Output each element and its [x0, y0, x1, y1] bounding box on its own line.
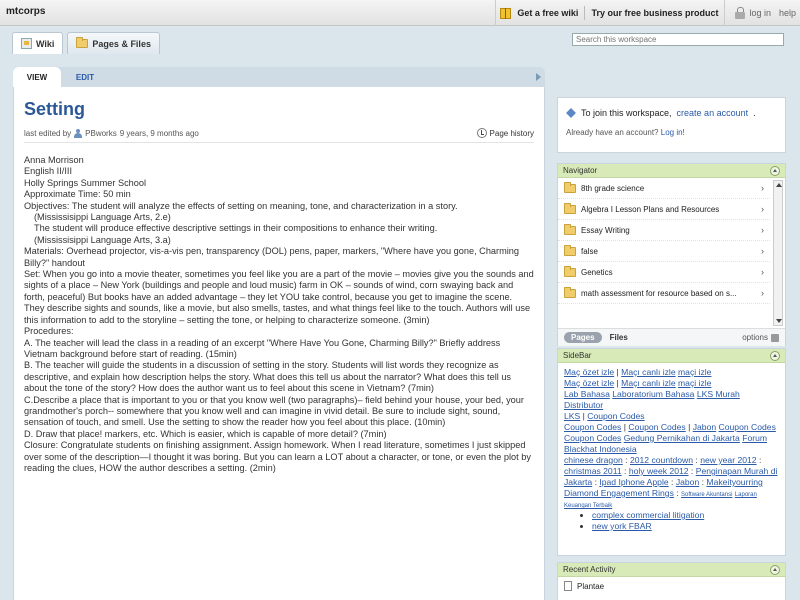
login-prompt-suffix: ! [682, 128, 685, 137]
tab-view[interactable]: VIEW [13, 67, 61, 87]
body-paragraph: Set: When you go into a movie theater, sometimes you feel like you are a part of the movie – movies give you the sounds and sights of a place – New York (buildings and people and loud music) farm in OK – sounds of wind, corn swaying back and forth, peaceful) But books have an added advantage – they let YOU take control, because you get to imagine the scene. They describe sights and sounds, like a movie, but also smells, tastes, and what things feel like to the touch. Authors will use this information to add to the storyline – setting the tone, or helping to characterize someone. (3min) [24, 269, 534, 325]
create-account-link[interactable]: create an account [676, 108, 749, 118]
navigator-footer [558, 328, 785, 346]
sidebar-bullets [592, 510, 779, 532]
sidebar-link[interactable]: Keuangan Terbaik [564, 503, 613, 509]
navigator-item[interactable] [558, 178, 770, 199]
sidebar-line [564, 389, 779, 411]
body-paragraph: Objectives: The student will analyze the effects of setting on meaning, tone, and characterization in a story. [24, 200, 458, 211]
sidebar-link[interactable]: complex commercial litigation [592, 510, 705, 520]
recent-activity-panel [557, 562, 786, 600]
page-title: Setting [24, 99, 85, 119]
scroll-down-icon[interactable] [776, 319, 782, 323]
sidebar-link[interactable]: christmas 2011 [564, 466, 622, 476]
sidebar-link[interactable]: Ipad Iphone Apple [599, 477, 669, 487]
collapse-icon[interactable] [770, 166, 780, 176]
folder-icon [564, 268, 576, 277]
sidebar-link[interactable]: Maçı canlı izle [621, 367, 676, 377]
body-paragraph: Approximate Time: 50 min [24, 189, 131, 200]
sidebar-line [564, 378, 779, 389]
recent-item[interactable] [558, 577, 785, 595]
sidebar-panel [557, 348, 786, 556]
sidebar-line [564, 411, 779, 422]
recent-list [558, 577, 785, 595]
sidebar-line [564, 466, 779, 477]
divider [724, 0, 725, 26]
separator: : [621, 466, 629, 476]
sidebar-link[interactable]: Distributor [564, 400, 604, 410]
sidebar-link[interactable]: holy week 2012 [628, 466, 689, 476]
login-link-side[interactable]: Log in [660, 128, 683, 137]
sidebar-link[interactable]: chinese dragon [564, 455, 623, 465]
chevron-right-icon[interactable]: › [761, 246, 764, 256]
body-paragraph: B. The teacher will guide the students in a discussion of setting in the story. Students will list words they recognize as descriptive, and explain how description helps the story. What does this tell us about the narrator? What does this tell us about the tone of the story? How does the author want us to feel about this scene in Vietnam? (7min) [24, 360, 512, 394]
pencil-icon [566, 108, 576, 118]
sidebar-line [564, 422, 779, 433]
login-link[interactable]: log in [749, 8, 771, 18]
sidebar-link[interactable]: Penginapan Murah di [695, 466, 778, 476]
navigator-item-label: false [581, 246, 598, 256]
tab-wiki[interactable] [12, 32, 63, 54]
navigator-panel [557, 163, 786, 346]
sidebar-link[interactable]: Jakarta [564, 477, 593, 487]
sidebar-link[interactable]: Makeityourring [706, 477, 763, 487]
sidebar-link[interactable]: 2012 countdown [629, 455, 694, 465]
top-right-links [495, 0, 800, 26]
tab-edit[interactable]: EDIT [75, 72, 95, 82]
help-link[interactable]: help [778, 8, 796, 18]
separator: : [668, 477, 676, 487]
sidebar-link[interactable]: Coupon Codes [564, 433, 622, 443]
collapse-icon[interactable] [770, 351, 780, 361]
recent-title: Recent Activity [563, 565, 616, 574]
navigator-list [558, 178, 785, 328]
sidebar-link[interactable]: Laporan [734, 492, 757, 498]
login-prompt [566, 128, 777, 137]
sidebar-link[interactable]: Jabon [692, 422, 717, 432]
free-wiki-link[interactable]: Get a free wiki [517, 8, 579, 18]
sidebar-link[interactable]: Coupon Codes [587, 411, 645, 421]
chevron-right-icon[interactable]: › [761, 183, 764, 193]
separator: : [622, 455, 630, 465]
body-paragraph: Materials: Overhead projector, vis-a-vis pen, transparency (DOL) pens, paper, markers, "Where have you gone, Charming Billy?" handout [24, 246, 520, 268]
sidebar-link[interactable]: new year 2012 [700, 455, 757, 465]
wiki-icon [21, 38, 32, 49]
navigator-title: Navigator [563, 166, 598, 175]
main-content [13, 67, 545, 600]
separator: | [614, 367, 622, 377]
sidebar-link[interactable]: Laboratorium Bahasa [612, 389, 695, 399]
separator: : [699, 477, 707, 487]
body-paragraph: Holly Springs Summer School [24, 177, 147, 188]
folder-icon [564, 289, 576, 298]
join-row [566, 108, 777, 118]
separator: : [673, 488, 682, 498]
navigator-item[interactable] [558, 220, 770, 241]
body-paragraph: A. The teacher will lead the class in a reading of an excerpt "Where Have You Gone, Charming Billy?" Briefly address Vietnam background before start of reading. (15min) [24, 337, 501, 359]
sidebar-link[interactable]: Lab Bahasa [564, 389, 610, 399]
separator: | [621, 422, 629, 432]
sidebar-header [558, 349, 785, 363]
user-icon [74, 129, 82, 138]
workspace-tabs [12, 32, 160, 54]
scroll-up-icon[interactable] [776, 183, 782, 187]
page-body [24, 155, 534, 474]
sidebar-link[interactable]: Coupon Codes [564, 422, 622, 432]
sidebar-line [564, 433, 779, 444]
options-icon [771, 334, 779, 342]
sidebar-link[interactable]: Coupon Codes [718, 422, 776, 432]
sidebar-link[interactable]: Gedung Pernikahan di Jakarta [623, 433, 740, 443]
options-button[interactable] [742, 333, 779, 342]
chevron-right-icon[interactable]: › [761, 225, 764, 235]
top-bar [0, 0, 800, 26]
page-icon [564, 581, 572, 591]
sidebar-link[interactable]: Maç özet izle [564, 378, 615, 388]
page-history-label: Page history [489, 128, 534, 138]
recent-header [558, 563, 785, 577]
page-meta [24, 128, 534, 143]
join-suffix: . [753, 108, 756, 118]
navigator-item-label: Algebra I Lesson Plans and Resources [581, 204, 720, 214]
separator: : [756, 455, 762, 465]
sidebar-title: SideBar [563, 351, 592, 360]
sidebar-line [564, 488, 779, 499]
chevron-right-icon[interactable]: › [761, 288, 764, 298]
tab-pages[interactable]: Pages [564, 332, 602, 343]
navigator-item[interactable] [558, 262, 770, 283]
workspace-name[interactable]: mtcorps [6, 6, 46, 17]
sidebar-link[interactable]: Maç özet izle [564, 367, 615, 377]
recent-item-label: Plantae [577, 581, 605, 591]
options-label: options [742, 333, 768, 342]
body-paragraph: C.Describe a place that is important to you or that you know well (two paragraphs)– field behind your house, your bed, your grandmother's porch-- somewhere that you know well and can imagine in vivid detail. Be sure to include sight, sound, sensation of touch, and smell. Use the setting to show the reader how you feel about this place. (10min) [24, 394, 524, 428]
separator: | [685, 422, 693, 432]
body-paragraph: Procedures: [24, 326, 74, 337]
tab-pages-label: Pages & Files [92, 38, 151, 49]
navigator-item[interactable] [558, 199, 770, 220]
tab-files[interactable]: Files [609, 333, 628, 342]
separator: | [580, 411, 588, 421]
sidebar-link[interactable]: LKS Murah [696, 389, 740, 399]
tab-pages-files[interactable] [67, 32, 160, 54]
sidebar-link[interactable]: Software Akuntansi [681, 492, 733, 498]
search-input[interactable] [572, 33, 784, 46]
sidebar-links [558, 363, 785, 536]
sidebar-link[interactable]: maçi izle [678, 378, 712, 388]
meta-time: 9 years, 9 months ago [119, 128, 199, 138]
body-paragraph: (Mississisippi Language Arts, 3.a) [34, 234, 171, 245]
sidebar-line [564, 444, 779, 455]
body-paragraph: The student will produce effective descriptive settings in their compositions to enhance their writing. [34, 223, 438, 234]
meta-prefix: last edited by [24, 128, 72, 138]
separator: | [614, 378, 622, 388]
login-prompt-text: Already have an account? [566, 128, 659, 137]
navigator-item-label: Genetics [581, 267, 613, 277]
gift-icon [500, 8, 511, 19]
chevron-right-icon[interactable]: › [761, 267, 764, 277]
folder-icon [564, 247, 576, 256]
separator: : [693, 455, 701, 465]
navigator-header [558, 164, 785, 178]
sidebar-line [564, 367, 779, 378]
sidebar-link[interactable]: new york FBAR [592, 521, 652, 531]
join-text: To join this workspace, [581, 108, 672, 118]
navigator-item-label: math assessment for resource based on s... [581, 288, 737, 298]
folder-icon [564, 205, 576, 214]
sidebar-link[interactable]: Jabon [675, 477, 700, 487]
sidebar-line [564, 477, 779, 488]
body-paragraph: English II/III [24, 166, 73, 177]
sidebar-link[interactable]: Maçı canlı izle [621, 378, 676, 388]
sidebar-link[interactable]: Coupon Codes [628, 422, 686, 432]
chevron-right-icon[interactable]: › [761, 204, 764, 214]
arrow-right-icon[interactable] [536, 73, 541, 81]
separator: : [688, 466, 696, 476]
folder-icon [76, 39, 88, 48]
divider [495, 0, 496, 26]
sidebar-bullet [592, 510, 779, 521]
body-paragraph: (Mississisippi Language Arts, 2.e) [34, 212, 171, 223]
navigator-item-label: 8th grade science [581, 183, 645, 193]
business-product-link[interactable]: Try our free business product [591, 8, 719, 18]
sidebar-link[interactable]: Forum [742, 433, 768, 443]
folder-icon [564, 226, 576, 235]
sidebar-line [564, 499, 779, 510]
view-edit-tabs [13, 67, 545, 87]
tab-wiki-label: Wiki [36, 38, 55, 49]
navigator-item[interactable] [558, 283, 770, 304]
separator: : [592, 477, 600, 487]
meta-author[interactable]: PBworks [85, 128, 117, 138]
collapse-icon[interactable] [770, 565, 780, 575]
sidebar-link[interactable]: Blackhat Indonesia [564, 444, 637, 454]
body-paragraph: Closure: Congratulate students on finishing assignment. Assign homework. When I read literature, sometimes I just skipped over some of the description—I thought it was boring. But you can learn a LOT about a character, or tone, or even the plot by reading the clues, HOW the author describes a setting. (2min) [24, 440, 531, 473]
lock-icon [735, 7, 745, 19]
navigator-item-label: Essay Writing [581, 225, 630, 235]
body-paragraph: D. Draw that place! markers, etc. Which is easier, which is capable of more detail? (7min) [24, 428, 387, 439]
sidebar-link[interactable]: Diamond Engagement Rings [564, 488, 674, 498]
scrollbar[interactable] [773, 180, 783, 326]
sidebar-link[interactable]: maçi izle [678, 367, 712, 377]
sidebar-bullet [592, 521, 779, 532]
clock-icon [477, 128, 487, 138]
page-history-link[interactable] [477, 128, 534, 138]
body-paragraph: Anna Morrison [24, 155, 84, 165]
navigator-item[interactable] [558, 241, 770, 262]
sidebar-line [564, 455, 779, 466]
sidebar-link[interactable]: LKS [564, 411, 581, 421]
join-workspace-box [557, 97, 786, 153]
page-content [13, 87, 545, 600]
folder-icon [564, 184, 576, 193]
last-edited [24, 129, 199, 138]
